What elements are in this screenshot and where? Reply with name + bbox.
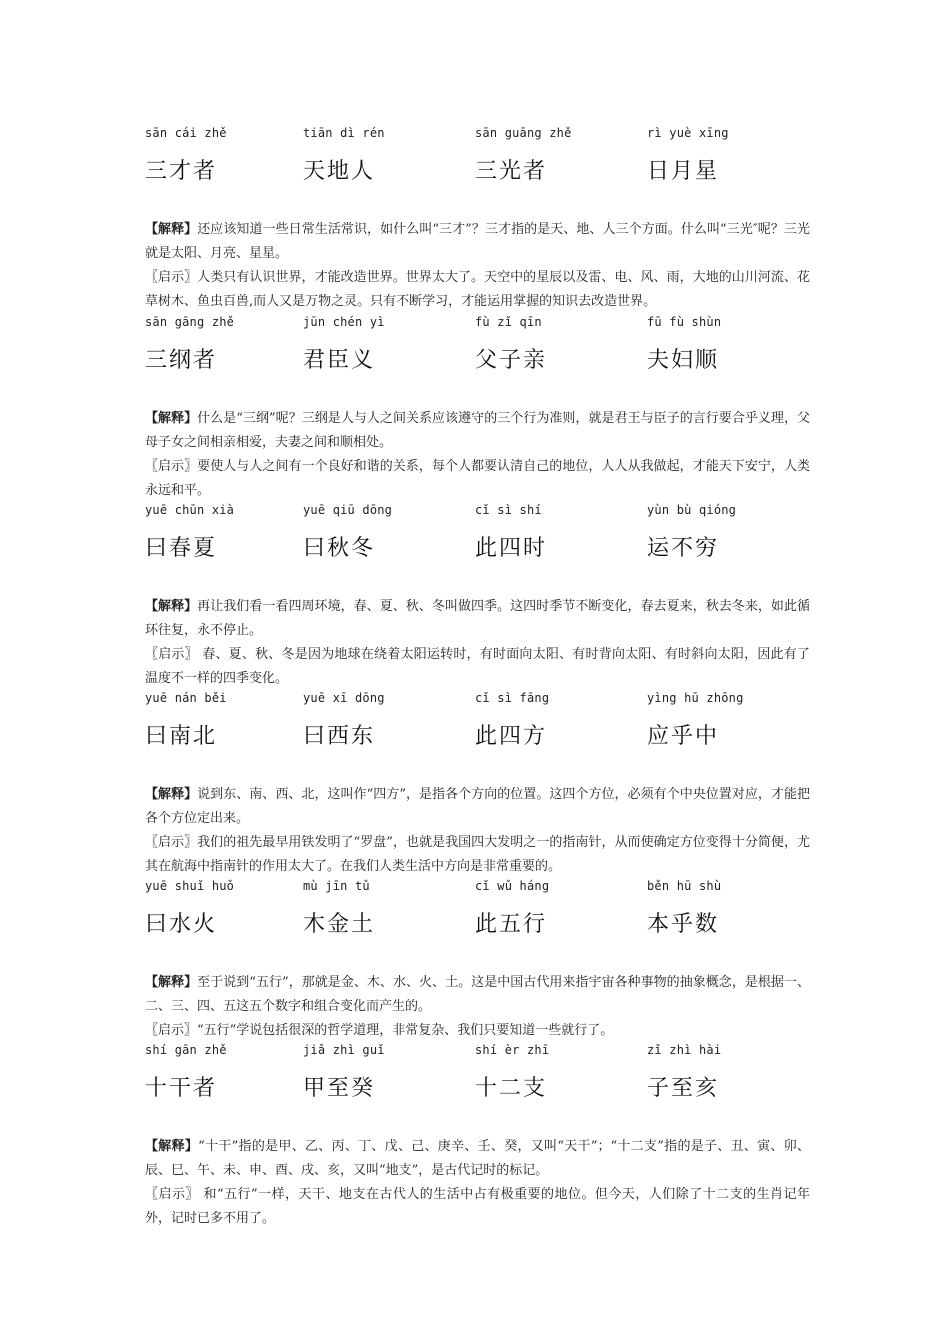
hanzi-cell: 十二支 [475, 1076, 548, 1101]
insight-text: 人类只有认识世界，才能改造世界。世界太大了。天空中的星辰以及雷、电、风、雨，大地的山川河流、花草树木、鱼虫百兽,而人又是万物之灵。只有不断学习，才能运用掌握的知识去改造世界。 [145, 270, 810, 309]
pinyin-cell: cǐ wǔ háng [475, 879, 550, 893]
insight-tag: 〖启示〗 [145, 1187, 199, 1202]
explanation-paragraph [145, 218, 810, 266]
section-si-fang [145, 691, 810, 879]
hanzi-cell: 曰春夏 [145, 536, 218, 561]
explanation-tag: 【解释】 [145, 1139, 199, 1154]
pinyin-cell: tiān dì rén [303, 126, 385, 140]
insight-tag: 〖启示〗 [145, 459, 198, 474]
pinyin-cell: běn hū shù [647, 879, 722, 893]
hanzi-cell: 此五行 [475, 912, 548, 937]
pinyin-row [145, 315, 810, 335]
hanzi-row [145, 907, 810, 947]
explanation-text: 什么是“三纲”呢？三纲是人与人之间关系应该遵守的三个行为准则，就是君王与臣子的言行要合乎义理，父母子女之间相亲相爱，夫妻之间和顺相处。 [145, 411, 810, 450]
hanzi-row [145, 719, 810, 759]
pinyin-cell: sān cái zhě [145, 126, 227, 140]
section-si-shi [145, 503, 810, 691]
hanzi-cell: 夫妇顺 [647, 348, 720, 373]
hanzi-cell: 木金土 [303, 912, 376, 937]
insight-paragraph [145, 831, 810, 879]
pinyin-cell: yuē xī dōng [303, 691, 385, 705]
explanation-tag: 【解释】 [145, 222, 198, 237]
pinyin-cell: jiǎ zhì guǐ [303, 1043, 385, 1057]
hanzi-row [145, 154, 810, 194]
insight-text: 我们的祖先最早用铁发明了“罗盘”，也就是我国四大发明之一的指南针，从而使确定方位变得十分简便，尤其在航海中指南针的作用太大了。在我们人类生活中方向是非常重要的。 [145, 835, 810, 874]
pinyin-cell: cǐ sì fāng [475, 691, 550, 705]
pinyin-cell: fū fù shùn [647, 315, 722, 329]
pinyin-cell: fù zǐ qīn [475, 315, 542, 329]
explanation-tag: 【解释】 [145, 787, 198, 802]
pinyin-cell: yuē shuǐ huǒ [145, 879, 235, 893]
explanation-tag: 【解释】 [145, 411, 198, 426]
explanation-paragraph [145, 1135, 810, 1183]
pinyin-cell: cǐ sì shí [475, 503, 542, 517]
explanation-text: 说到东、南、西、北，这叫作“四方”，是指各个方向的位置。这四个方位，必须有个中央位置对应，才能把各个方位定出来。 [145, 787, 810, 826]
pinyin-cell: sān gāng zhě [145, 315, 235, 329]
insight-tag: 〖启示〗 [145, 647, 198, 662]
explanation-text: 还应该知道一些日常生活常识，如什么叫“三才”？三才指的是天、地、人三个方面。什么叫“三光″呢？三光就是太阳、月亮、星星。 [145, 222, 810, 261]
explanation-tag: 【解释】 [145, 599, 198, 614]
pinyin-cell: yuē nán běi [145, 691, 227, 705]
hanzi-row [145, 1071, 810, 1111]
hanzi-cell: 父子亲 [475, 348, 548, 373]
pinyin-cell: yuē chūn xià [145, 503, 235, 517]
hanzi-cell: 三才者 [145, 159, 218, 184]
insight-paragraph [145, 643, 810, 691]
pinyin-cell: rì yuè xīng [647, 126, 729, 140]
explanation-tag: 【解释】 [145, 975, 198, 990]
pinyin-row [145, 879, 810, 899]
insight-paragraph [145, 1019, 810, 1043]
pinyin-row [145, 1043, 810, 1063]
hanzi-cell: 日月星 [647, 159, 720, 184]
explanation-paragraph [145, 783, 810, 831]
pinyin-cell: shí èr zhī [475, 1043, 550, 1057]
explanation-text: “十干”指的是甲、乙、丙、丁、戊、己、庚辛、壬、癸，又叫“天干”；“十二支”指的是子、丑、寅、卯、辰、巳、午、未、申、酉、戌、亥，又叫“地支”，是古代记时的标记。 [145, 1139, 810, 1178]
hanzi-cell: 曰水火 [145, 912, 218, 937]
explanation-paragraph [145, 971, 810, 1019]
hanzi-cell: 甲至癸 [303, 1076, 376, 1101]
pinyin-row [145, 691, 810, 711]
hanzi-row [145, 531, 810, 571]
explanation-text: 至于说到“五行”，那就是金、木、水、火、土。这是中国古代用来指宇宙各种事物的抽象概念，是根据一、二、三、四、五这五个数字和组合变化而产生的。 [145, 975, 810, 1014]
hanzi-cell: 运不穷 [647, 536, 720, 561]
insight-paragraph [145, 455, 810, 503]
hanzi-cell: 天地人 [303, 159, 376, 184]
insight-tag: 〖启示〗 [145, 1023, 198, 1038]
pinyin-cell: jūn chén yì [303, 315, 385, 329]
pinyin-cell: zǐ zhì hài [647, 1043, 722, 1057]
pinyin-cell: yuē qiū dōng [303, 503, 393, 517]
insight-paragraph [145, 266, 810, 314]
pinyin-cell: sān guāng zhě [475, 126, 572, 140]
hanzi-cell: 曰南北 [145, 724, 218, 749]
hanzi-cell: 此四方 [475, 724, 548, 749]
insight-text: “五行”学说包括很深的哲学道理，非常复杂、我们只要知道一些就行了。 [197, 1023, 614, 1038]
hanzi-cell: 曰西东 [303, 724, 376, 749]
insight-tag: 〖启示〗 [145, 270, 198, 285]
pinyin-cell: yìng hū zhōng [647, 691, 744, 705]
hanzi-cell: 三光者 [475, 159, 548, 184]
explanation-paragraph [145, 595, 810, 643]
hanzi-cell: 君臣义 [303, 348, 376, 373]
hanzi-cell: 十干者 [145, 1076, 218, 1101]
hanzi-cell: 曰秋冬 [303, 536, 376, 561]
hanzi-cell: 此四时 [475, 536, 548, 561]
insight-text: 和“五行”一样，天干、地支在古代人的生活中占有极重要的地位。但今天，人们除了十二支的生肖记年外，记时已多不用了。 [145, 1187, 810, 1226]
section-san-cai [145, 126, 810, 314]
section-wu-xing [145, 879, 810, 1043]
insight-paragraph [145, 1183, 810, 1231]
explanation-paragraph [145, 407, 810, 455]
section-san-gang [145, 315, 810, 503]
pinyin-row [145, 126, 810, 146]
pinyin-row [145, 503, 810, 523]
insight-text: 春、夏、秋、冬是因为地球在绕着太阳运转时，有时面向太阳、有时背向太阳、有时斜向太阳，因此有了温度不一样的四季变化。 [145, 647, 810, 686]
hanzi-cell: 应乎中 [647, 724, 720, 749]
pinyin-cell: shí gān zhě [145, 1043, 227, 1057]
insight-tag: 〖启示〗 [145, 835, 198, 850]
section-gan-zhi [145, 1043, 810, 1231]
pinyin-cell: mù jīn tǔ [303, 879, 370, 893]
hanzi-cell: 子至亥 [647, 1076, 720, 1101]
hanzi-row [145, 343, 810, 383]
hanzi-cell: 三纲者 [145, 348, 218, 373]
explanation-text: 再让我们看一看四周环境，春、夏、秋、冬叫做四季。这四时季节不断变化，春去夏来，秋去冬来，如此循环往复，永不停止。 [145, 599, 810, 638]
pinyin-cell: yùn bù qióng [647, 503, 737, 517]
hanzi-cell: 本乎数 [647, 912, 720, 937]
insight-text: 要使人与人之间有一个良好和谐的关系，每个人都要认清自己的地位，人人从我做起，才能天下安宁，人类永远和平。 [145, 459, 810, 498]
